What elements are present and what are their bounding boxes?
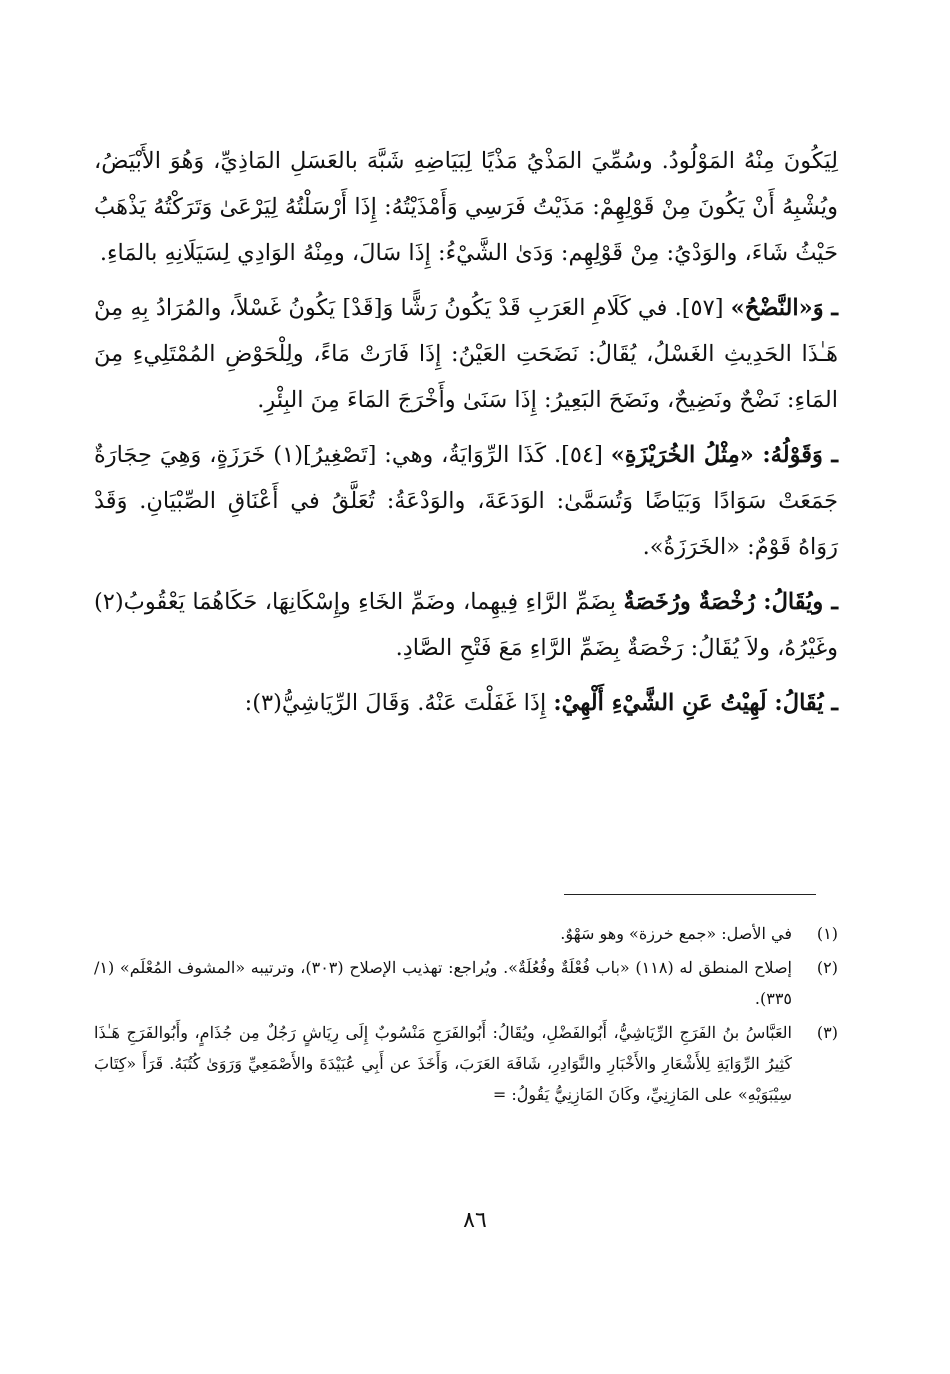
footnote-text: العَبَّاسُ بنُ الفَرَجِ الرِّيَاشِيُّ، أَبُوالفَضْلِ، ويُقَالُ: أَبُوالفَرَجِ مَنْسُوبٌ إِلَى رِيَاشٍ رَجُلٌ مِن جُذَامٍ، وأَبُوالفَرَجِ هَـٰذَا كَثِيرُ الرِّوَايَةِ لِلأَشْعَارِ والأَخْبَارِ والنَّوَادِرِ، شَافَهَ العَرَبَ، وَأَخَذَ عن أَبِي عُبَيْدَةَ والأَصْمَعِيِّ وَرَوَىٰ كُتُبَهُ. قَرَأَ «كِتَابَ سِيْبَوَيْهِ» على المَازِنِيِّ، وكَانَ المَازِنِيُّ يَقُولُ: = (94, 1023, 792, 1104)
paragraph-3-lead: ـ وَقَوْلُهُ: «مِثْلُ الخُرَيْزَةِ» (610, 442, 839, 468)
footnote-1 (94, 918, 838, 949)
footnotes (94, 918, 838, 1113)
footnote-number: (٢) (816, 958, 838, 977)
footnote-text: في الأصل: «جمع خرزة» وهو سَهْوٌ. (560, 924, 792, 943)
paragraph-2 (94, 285, 838, 423)
paragraph-4-lead: ـ ويُقَالُ: رُخْصَةٌ ورُخَصَةٌ (623, 589, 838, 615)
footnote-text: إصلاح المنطق له (١١٨) «باب فُعْلَةٌ وفُعُلَةٌ». ويُراجع: تهذيب الإصلاح (٣٠٣)، وترتيبه «المشوف المُعْلَم» (١/ ٣٣٥). (94, 958, 792, 1008)
footnote-separator (564, 894, 816, 895)
paragraph-2-text: [٥٧]. في كَلَامِ العَرَبِ قَدْ يَكُونُ رَشًّا وَ[قَدْ] يَكُونُ غَسْلاً، والمُرَادُ بِهِ مِنْ هَـٰذَا الحَدِيثِ الغَسْلُ، يُقَالُ: نَضَحَتِ العَيْنُ: إِذَا فَارَتْ مَاءً، ولِلْحَوْضِ المُمْتَلِيءِ مِنَ المَاءِ: نَضْحٌ ونَضِيحٌ، ونَضَحَ البَعِيرُ: إِذَا سَنَىٰ وأَخْرَجَ المَاءَ مِنَ البِئْرِ. (94, 295, 838, 413)
paragraph-3-text: [٥٤]. كَذَا الرِّوَايَةُ، وهي: [تَصْغِيرُ](١) خَرَزَةٍ، وَهِيَ حِجَارَةٌ جَمَعَتْ سَوَادًا وَبَيَاضًا وَتُسَمَّىٰ: الوَدَعَةَ، والوَدْعَةُ: تُعَلَّقُ في أَعْنَاقِ الصِّبْيَانِ. وَقَدْ رَوَاهُ قَوْمٌ: «الخَرَزَةُ». (94, 442, 838, 560)
paragraph-1-text: لِيَكُونَ مِنْهُ المَوْلُودُ. وسُمِّيَ المَذْيُ مَذْيًا لِبَيَاضِهِ شَبَّهَ بالعَسَلِ المَاذِيِّ، وَهُوَ الأَبْيَضُ، ويُشْبِهُ أَنْ يَكُونَ مِنْ قَوْلِهِمْ: مَذَيْتُ فَرَسِي وَأَمْذَيْتُهُ: إِذَا أَرْسَلْتُهُ لِيَرْعَىٰ وَتَرَكْتُهُ يَذْهَبُ حَيْثُ شَاءَ، والوَدْيُ: مِنْ قَوْلِهِم: وَدَىٰ الشَّيْءُ: إِذَا سَالَ، ومِنْهُ الوَادِي لِسَيَلَانِهِ بالمَاءِ. (94, 148, 838, 266)
main-text (94, 138, 838, 735)
paragraph-1 (94, 138, 838, 276)
paragraph-5-lead: ـ يُقَالُ: لَهِيْتُ عَنِ الشَّيْءِ أَلْهِيْ: (553, 690, 838, 716)
page-number: ٨٦ (463, 1208, 487, 1233)
paragraph-4-text: بِضَمِّ الرَّاءِ فِيهِما، وضَمِّ الخَاءِ وإِسْكَانِهَا، حَكَاهُمَا يَعْقُوبُ(٢) وغَيْرُهُ، ولاَ يُقَالُ: رَخْصَةٌ بِضَمِّ الرَّاءِ مَعَ فَتْحِ الصَّادِ. (94, 589, 838, 661)
footnote-3 (94, 1017, 838, 1110)
paragraph-5-text: إِذَا غَفَلْتَ عَنْهُ. وَقَالَ الرِّيَاشِيُّ(٣): (244, 690, 547, 716)
footnote-number: (٣) (816, 1023, 838, 1042)
paragraph-4 (94, 579, 838, 671)
paragraph-5 (94, 680, 838, 726)
paragraph-3 (94, 432, 838, 570)
footnote-2 (94, 952, 838, 1014)
paragraph-2-lead: ـ وَ«النَّضْحُ» (730, 295, 838, 321)
footnote-number: (١) (816, 924, 838, 943)
